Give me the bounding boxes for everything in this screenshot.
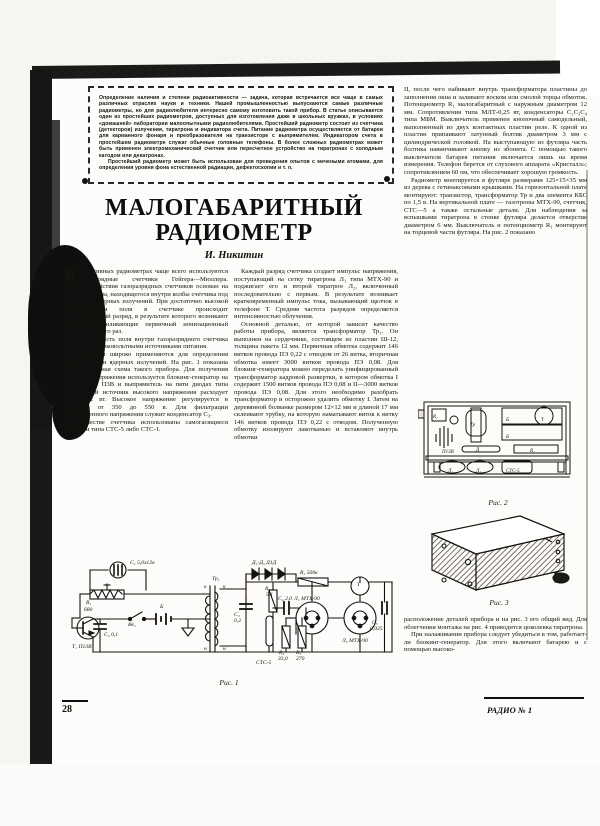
column3b-paragraph-1: расположение деталей прибора и на рис. 3 его общий вид. Для облегчения монтажа на рис. 4 приводится цоколевка тиратрона. <box>404 616 587 631</box>
figure-2-label-b2: Б <box>506 435 509 440</box>
fig1-label-sts5: СТС-5 <box>256 660 272 666</box>
fig1-label-l1: Л₁ МТХ-90 <box>294 596 320 602</box>
fig1-label-n-right: н <box>223 646 226 652</box>
fig1-label-t-phone: Т <box>357 582 361 588</box>
scan-dark-lower-strip <box>30 430 50 786</box>
fig1-label-c1: C₁ 5,0x12в <box>130 560 155 566</box>
figure-2-label-sts5: СТС-5 <box>506 469 520 474</box>
fig1-label-c5-value: 0,025 <box>370 626 383 632</box>
figure-2-label-r1: R₁ <box>433 415 438 420</box>
fig1-label-l2: Л₂ МТХ-90 <box>342 638 368 644</box>
fig1-label-b: Б <box>160 604 164 610</box>
abstract-paragraph-2: Простейший радиометр может быть использован для проведения опытов с мечеными атомами, для определения уровня фона естественной радиации, дефектоскопии и т. п. <box>99 159 383 172</box>
column3-paragraph-2: Радиометр монтируется в футляре размерами 125×15×35 мм из дерева с гетинаксовыми крышками. На горизонтальной плате монтируют: транзистор, трансформатор Тр и два элемента КБС по 1,5 в. На вертикальной плате — газотроны МТХ-90, счетчик, СТС—5 а также остальные детали. Для наблюдения за вспышками тиратрона в стенке футляра делается отверстие диаметром 6 мм. Выключатель и потенциометр R₁ монтируют на торцевой части футляра. На рис. 2 показано <box>404 176 587 237</box>
column3b-paragraph-2: При налаживании прибора следует убедиться в том, работает-ли блокинг-генератор. Для этого включают батарею и с помощью высоко- <box>404 631 587 654</box>
figure-1-caption: Рис. 1 <box>219 678 239 687</box>
column1-paragraph-3: Радиометры широко применяются для определения интенсивности ядерных излучений. На рис. 1 показана принципиальная схема такого прибора. Для получения высокого напряжения используется блокинг-генератор на транзисторе П3В и выпрямитель на пяти диодах типа Д1Д. Такой источник высокого напряжения расходует всего 0,2 вт. Высокое напряжение регулируется в пределах от 350 до 550 в. Для фильтрации выпрямленного напряжения служит конденсатор С₃. <box>64 351 228 419</box>
figure-2-label-p13v: П13В <box>442 450 454 455</box>
column1-paragraph-2: Напряженность поля внутри газоразрядного счетчика создается высоковольтными источниками питания. <box>64 335 228 351</box>
column1-paragraph-1-text: портативных радиометрах чаще всего используются газоразрядные счетчики Гейгера—Мюллера. Принцип действия газоразрядных счетчиков основан на ионизации газа, находящегося внутри колбы счетчика под действием ядерных излучений. При достаточно высокой напряженности поля в счетчике происходит лавинообразный разряд, в результате которого возникают процессы, усиливающие первичный ионизационный эффект во много раз. <box>64 268 228 336</box>
page-number-rule <box>62 700 88 702</box>
body-column-3 <box>404 86 587 237</box>
column3-paragraph-1: II, после чего набивают внутрь трансформатора пластины до заполнения окна и заливают воском или смолой торцы обмоток. Потенциометр R₁ малогабаритный с наружным диаметром 12 мм. Сопротивления типа МЛТ-0,25 вт, конденсаторы С₂С₃С₄ типа МБМ. Выключатель применен кнопочный самодельный, выполненный из двух контактных пластин реле. К одной из пластин припаивают латунный болтик диаметром 3 мм с цилиндрической головкой. На выступающую из футляра часть болтика навинчивают кнопку из эбонита. С помощью такого выключателя батарея питания включается лишь на время измерения. Телефон берется от слухового аппарата «Кристалл»; сопротивлением 60 ом, что обеспечивает хорошую громкость. <box>404 86 587 177</box>
column2-paragraph-1: Каждый разряд счетчика создает импульс напряжения, поступающий на сетку тиратрона Л₁ типа МТХ-90 и поджигает его и второй тиратрон Л₂, включенный последовательно с первым. В результате возникает кратковременный импульс тока, вызывающий щелчок в телефоне Т. Средняя частота разрядов определяется интенсивностью облучения. <box>234 268 398 321</box>
fig1-label-tr1: Тр₁ <box>212 576 220 582</box>
body-column-3-continued <box>404 616 587 654</box>
body-column-1 <box>64 268 228 434</box>
fig1-label-r2-value: 5,1 <box>266 592 273 598</box>
figure-2-label-t: Т <box>541 418 544 423</box>
body-column-2 <box>234 268 398 442</box>
fig1-label-r5-value: 270 <box>296 656 305 662</box>
abstract-dot-right <box>384 176 390 182</box>
fig1-label-diodes: Д₁-Д₅ Д1Д <box>252 560 277 566</box>
figure-3-enclosure-view <box>424 512 574 598</box>
footer-rule <box>484 697 584 699</box>
fig1-label-plus: + <box>250 573 254 579</box>
column1-paragraph-4: В качестве счетчика использованы самогасящиеся счетчики типа СТС-5 либо СТС-1. <box>64 418 228 434</box>
column1-paragraph-1 <box>64 268 228 336</box>
figure-3-caption: Рис. 3 <box>489 598 509 607</box>
figure-2-internal-layout <box>418 398 578 498</box>
fig1-label-r1-value: 680 <box>84 607 93 613</box>
scan-bottom-margin <box>0 764 600 826</box>
fig1-label-c5: С₅ <box>372 620 378 626</box>
fig1-label-r5: R₅ <box>296 650 302 656</box>
dropcap-letter: В <box>64 266 76 285</box>
figure-2-label-d: Д <box>476 448 480 453</box>
figure-2-label-r2: R₂ <box>530 449 535 454</box>
fig1-label-c2: C₂ 0,1 <box>104 632 119 638</box>
column2-paragraph-2: Основной деталью, от которой зависит качество работы прибора, является трансформатор Тр₁. Он выполнен на сердечнике, состоящем из пластин Ш-12, толщина пакета 12 мм. Первичная обмотка содержит 146 витков провода ПЭ 0,22 с отводом от 26 витка, вторичная обмотка имеет 3000 витков провода ПЭ 0,08. Для блокинг-генератора можно переделать унифицированный трансформатор кадровой развертки, в котором обмотка I содержит 1500 витков провода ПЭ 0,08 и II—3000 витков провода ПЭ 0,08. Для этого необходимо разобрать трансформатор и осторожно удалить обмотку I. Затем на деревянной болванке размером 12×12 мм и длиной 17 мм склеивают трубку, на которую наматывают виток к витку 146 витков провода ПЭ 0,22 с отводом. Полученную обмотку изолируют лакотканью и вставляют внутрь обмотки <box>234 320 398 442</box>
scan-white-corner <box>556 0 600 96</box>
figure-1-schematic <box>60 556 398 676</box>
fig1-label-vk1: Вк₁ <box>128 622 136 628</box>
abstract-paragraph-1: Определение наличия и степени радиоактивности — задача, которая встречается все чаще в самых различных отраслях науки и техники. Нашей промышленностью выпускаются самые различные радиометры, но для радиолюбителя интересно самому изготовить такой прибор. В статье описывается один из простейших радиометров, доступных для изготовления даже в школьных кружках, в условиях «домашней» лаборатории малоопытными радиолюбителями. Простейший радиометр состоит из счетчика (детекторов) излучения, тиратрона и индикатора счета. Питание радиометра осуществляется от батареи для карманного фонаря и преобразователя на транзисторе с выпрямителем. Индикатором счета в простейшем радиометре служат обычные головные телефоны. В более сложных радиометрах может быть применен электромеханический счетчик или пересчетное устройство на тиратронах с холодным катодом или декатронах. <box>99 95 383 159</box>
figure-2-label-l1: Л₁ <box>448 469 454 474</box>
figure-2-label-tr: Тр <box>470 423 476 428</box>
abstract-box <box>88 86 394 184</box>
page-title-line-2: РАДИОМЕТР <box>155 220 313 246</box>
fig1-label-n-left: н <box>204 646 207 652</box>
figure-2-label-b1: Б <box>506 418 509 423</box>
figure-2-caption: Рис. 2 <box>488 498 508 507</box>
fig1-label-c3: С₃ <box>234 612 240 618</box>
article-author: И. Никитин <box>204 250 264 261</box>
fig1-label-c3-value: 0,2 <box>234 618 241 624</box>
footer-magazine-issue: РАДИО № 1 <box>487 705 533 715</box>
page-title <box>70 196 398 246</box>
fig1-label-r4-value: 33,0 <box>278 656 288 662</box>
page-number <box>62 700 88 715</box>
page-title-line-1: МАЛОГАБАРИТНЫЙ <box>104 195 364 221</box>
fig1-label-t1: Т₁ П13В <box>72 644 92 650</box>
figure-2-label-l2: Л₂ <box>476 469 482 474</box>
fig1-label-r4: R₄ <box>279 650 285 656</box>
fig1-label-r3: R₃ 500к <box>300 570 318 576</box>
fig1-label-k-left: к <box>204 584 207 590</box>
scan-column-rule <box>586 170 588 640</box>
page-number-text: 28 <box>62 704 72 715</box>
fig1-label-c4: С₄ 2,0 <box>278 596 293 602</box>
fig1-label-k-right: к <box>223 584 226 590</box>
fig1-label-r1: R₁ <box>86 600 92 606</box>
abstract-dot-left <box>82 178 88 184</box>
fig1-label-r2: R₂ <box>265 586 271 592</box>
